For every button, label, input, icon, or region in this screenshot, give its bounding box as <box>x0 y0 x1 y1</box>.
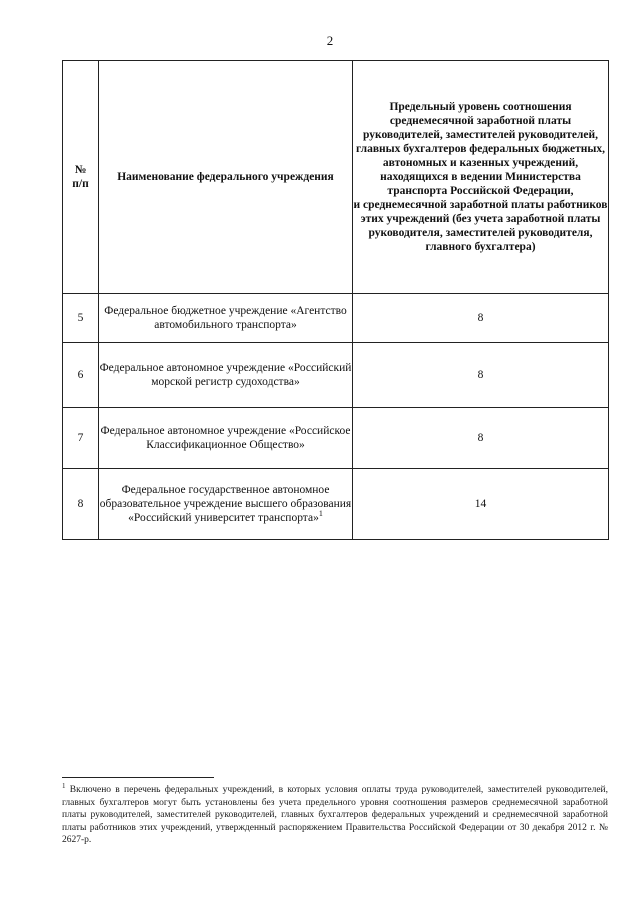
footnote-mark: 1 <box>62 781 66 790</box>
row-institution-name-cell <box>99 469 353 540</box>
header-ratio <box>353 61 609 294</box>
row-institution-name: Федеральное автономное учреждение «Российский морской регистр судоходства» <box>99 343 353 408</box>
row-ratio-value: 8 <box>353 408 609 469</box>
table-row <box>63 469 609 540</box>
row-number: 8 <box>63 469 99 540</box>
table-header-row <box>63 61 609 294</box>
header-name <box>99 61 353 294</box>
footnote-reference: 1 <box>318 509 323 519</box>
footnote-text: Включено в перечень федеральных учреждений, в которых условия оплаты труда руководителей, заместителей руководителей, главных бухгалтеров могут быть установлены без учета предельного уровня соотношения размеров среднемесячной заработной платы руководителей, заместителей руководителей, главных бухгалтеров федеральных учреждений и среднемесячной заработной платы работников этих учреждений, утвержденный распоряжением Правительства Российской Федерации от 30 декабря 2012 г. № 2627-р. <box>62 785 608 845</box>
header-ratio-label: Предельный уровень соотношения среднемесячной заработной платы руководителей, заместителей руководителей, главных бухгалтеров федеральных бюджетных, автономных и казенных учреждений, находящихся в ведении Министерства транспорта Российской Федерации, и среднемесячной заработной платы работников этих учреждений (без учета заработной платы руководителя, заместителей руководителя, главного бухгалтера) <box>353 101 608 253</box>
row-ratio-value: 8 <box>353 343 609 408</box>
header-number-label: № п/п <box>72 164 89 190</box>
footnote-separator <box>62 777 214 778</box>
row-number: 6 <box>63 343 99 408</box>
footnote <box>62 781 608 847</box>
table-row <box>63 343 609 408</box>
header-name-label: Наименование федерального учреждения <box>117 171 334 183</box>
table-row <box>63 294 609 343</box>
row-institution-name: Федеральное государственное автономное образовательное учреждение высшего образования «Российский университет транспорта» <box>99 484 352 524</box>
row-ratio-value: 8 <box>353 294 609 343</box>
row-institution-name: Федеральное автономное учреждение «Российское Классификационное Общество» <box>99 408 353 469</box>
header-number <box>63 61 99 294</box>
row-institution-name: Федеральное бюджетное учреждение «Агентство автомобильного транспорта» <box>99 294 353 343</box>
page-number: 2 <box>326 33 334 48</box>
row-number: 7 <box>63 408 99 469</box>
table-row <box>63 408 609 469</box>
row-ratio-value: 14 <box>353 469 609 540</box>
institutions-table <box>62 60 609 540</box>
row-number: 5 <box>63 294 99 343</box>
